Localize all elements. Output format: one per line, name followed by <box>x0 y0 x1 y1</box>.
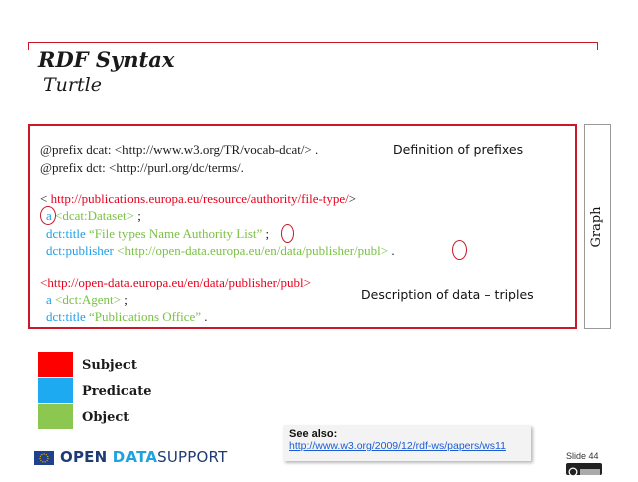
code-line-title1 <box>46 226 269 242</box>
title2-object: “Publications Office” <box>85 309 201 324</box>
code-line-subject1 <box>40 191 356 207</box>
legend-label-object: Object <box>82 410 130 425</box>
title1-object: “File types Name Authority List” <box>85 226 263 241</box>
code-line-publisher <box>46 243 395 259</box>
legend-swatch-object <box>38 404 73 429</box>
creative-commons-badge-icon <box>566 463 602 475</box>
see-also-box <box>283 425 531 461</box>
type1-predicate: a <box>46 208 52 223</box>
publisher-object: <http://open-data.europa.eu/en/data/publisher/publ> <box>113 243 389 258</box>
see-also-link[interactable]: http://www.w3.org/2009/12/rdf-ws/papers/ws11 <box>289 440 506 452</box>
graph-label: Graph <box>589 206 604 248</box>
code-line-type2 <box>46 292 128 308</box>
subject1-uri: http://publications.europa.eu/resource/authority/file-type/ <box>50 191 349 206</box>
logo-text: OPEN DATASUPPORT <box>60 448 228 466</box>
eu-flag-icon <box>34 450 54 464</box>
title1-predicate: dct:title <box>46 226 86 241</box>
title2-end: . <box>201 309 208 324</box>
title1-end: ; <box>262 226 270 241</box>
type1-object: <dcat:Dataset> <box>55 208 134 223</box>
code-line-title2 <box>46 309 208 325</box>
slide-subtitle: Turtle <box>43 74 102 96</box>
circle-highlight-period <box>452 240 467 260</box>
type2-end: ; <box>120 292 128 307</box>
legend-label-predicate: Predicate <box>82 384 152 399</box>
see-also-title: See also: <box>289 428 338 440</box>
open-data-support-logo <box>34 447 227 467</box>
publisher-predicate: dct:publisher <box>46 243 114 258</box>
legend-label-subject: Subject <box>82 358 137 373</box>
circle-highlight-semicolon <box>281 224 294 243</box>
type1-end: ; <box>133 208 141 223</box>
circle-highlight-a <box>40 206 56 225</box>
code-line-subject2: <http://open-data.europa.eu/en/data/publisher/publ> <box>40 275 311 290</box>
note-prefixes: Definition of prefixes <box>393 142 524 157</box>
type2-predicate: a <box>46 292 52 307</box>
legend-swatch-predicate <box>38 378 73 403</box>
legend-swatch-subject <box>38 352 73 377</box>
header-rule-left-tick <box>28 42 29 50</box>
slide-title: RDF Syntax <box>38 47 175 72</box>
subject1-open: < <box>40 191 51 206</box>
type2-object: <dct:Agent> <box>55 292 121 307</box>
code-line-prefix-dct: @prefix dct: <http://purl.org/dc/terms/. <box>40 160 244 175</box>
header-rule-right-tick <box>597 42 598 50</box>
slide-number: Slide 44 <box>566 451 599 461</box>
title2-predicate: dct:title <box>46 309 86 324</box>
note-triples: Description of data – triples <box>361 287 534 302</box>
code-line-prefix-dcat: @prefix dcat: <http://www.w3.org/TR/vocab-dcat/> . <box>40 142 319 157</box>
code-line-type1 <box>46 208 141 224</box>
publisher-end: . <box>388 243 395 258</box>
header-rule <box>28 42 598 43</box>
subject1-close: > <box>348 191 357 206</box>
